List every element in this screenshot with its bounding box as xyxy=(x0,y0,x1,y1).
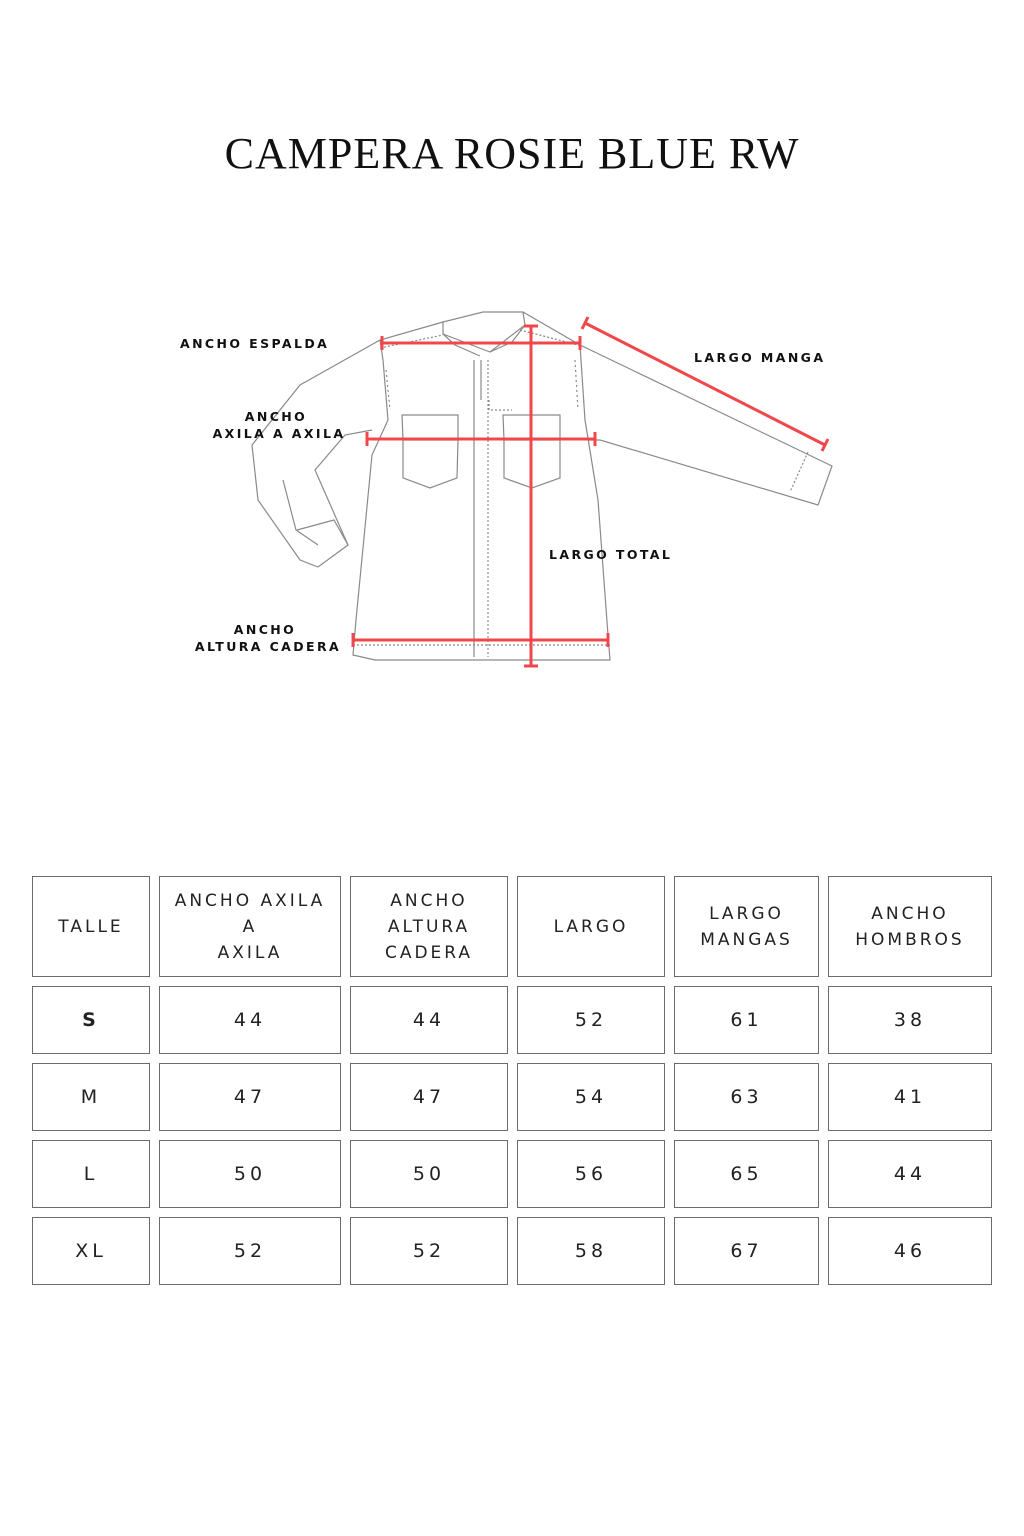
table-cell: 58 xyxy=(517,1217,665,1285)
label-largo-manga: LARGO MANGA xyxy=(694,350,826,365)
largo-manga-line xyxy=(585,323,825,445)
table-cell: 44 xyxy=(350,986,508,1054)
table-cell: 46 xyxy=(828,1217,992,1285)
label-ancho-axila-line2: AXILA A AXILA xyxy=(212,426,346,441)
header-largo: LARGO xyxy=(517,876,665,977)
table-cell: 50 xyxy=(159,1140,341,1208)
page-title: CAMPERA ROSIE BLUE RW xyxy=(224,129,800,178)
table-cell: 52 xyxy=(159,1217,341,1285)
table-cell: 47 xyxy=(350,1063,508,1131)
table-cell: 54 xyxy=(517,1063,665,1131)
header-ancho-hombros: ANCHO HOMBROS xyxy=(828,876,992,977)
table-cell: 41 xyxy=(828,1063,992,1131)
table-cell-size: M xyxy=(32,1063,150,1131)
table-cell: 50 xyxy=(350,1140,508,1208)
table-cell: 52 xyxy=(350,1217,508,1285)
table-cell: 63 xyxy=(674,1063,819,1131)
table-cell: 67 xyxy=(674,1217,819,1285)
label-largo-total: LARGO TOTAL xyxy=(549,547,673,562)
table-cell: 38 xyxy=(828,986,992,1054)
table-cell: 56 xyxy=(517,1140,665,1208)
table-cell-size: XL xyxy=(32,1217,150,1285)
label-ancho-cadera-line1: ANCHO xyxy=(233,622,297,637)
jacket-measurement-diagram xyxy=(0,290,1024,690)
table-cell: 65 xyxy=(674,1140,819,1208)
label-ancho-cadera-line2: ALTURA CADERA xyxy=(194,639,342,654)
table-cell: 52 xyxy=(517,986,665,1054)
label-ancho-axila-line1: ANCHO xyxy=(244,409,308,424)
table-cell: 44 xyxy=(828,1140,992,1208)
measurement-lines xyxy=(353,317,828,666)
table-cell: 61 xyxy=(674,986,819,1054)
header-ancho-cadera: ANCHO ALTURA CADERA xyxy=(350,876,508,977)
table-cell: 44 xyxy=(159,986,341,1054)
header-largo-mangas: LARGO MANGAS xyxy=(674,876,819,977)
table-cell-size: S xyxy=(32,986,150,1054)
header-ancho-axila: ANCHO AXILA A AXILA xyxy=(159,876,341,977)
label-ancho-espalda: ANCHO ESPALDA xyxy=(180,336,330,351)
table-cell-size: L xyxy=(32,1140,150,1208)
header-talle: TALLE xyxy=(32,876,150,977)
table-cell: 47 xyxy=(159,1063,341,1131)
